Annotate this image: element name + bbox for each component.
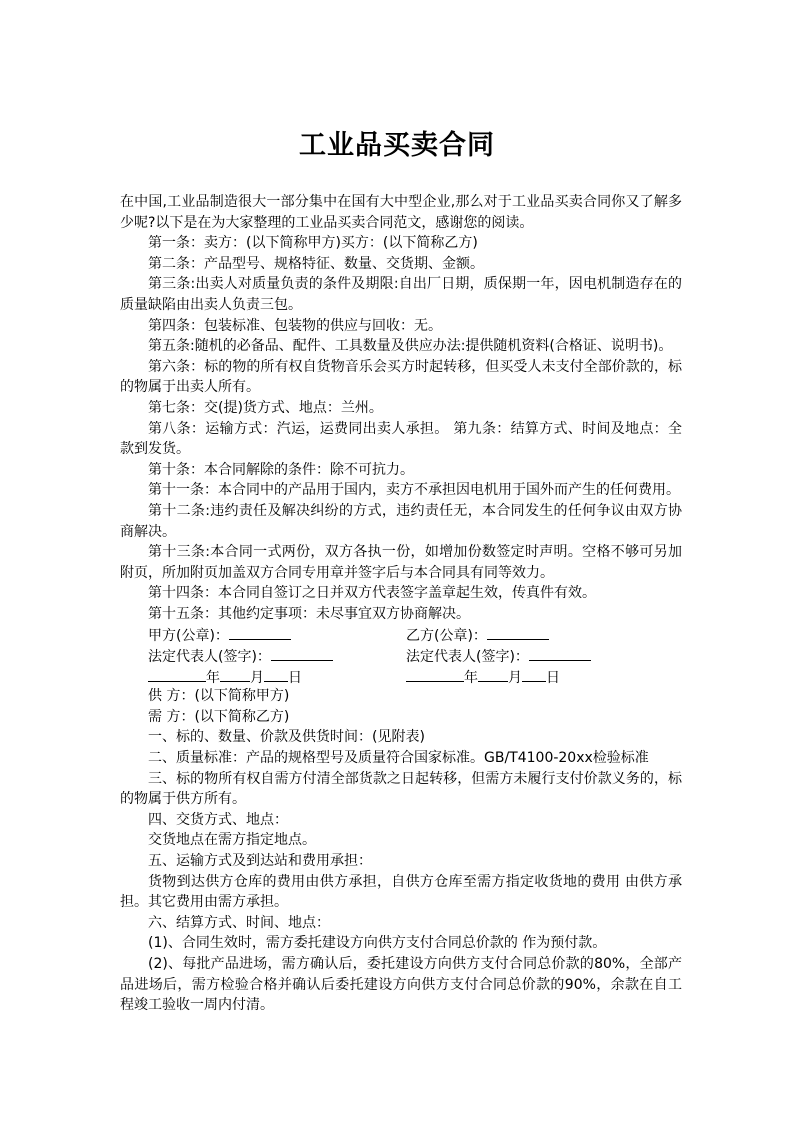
date-b <box>406 666 560 689</box>
clause-3: 第三条:出卖人对质量负责的条件及期限:自出厂日期，质保期一年，因电机制造存在的质量缺陷由出卖人负责三包。 <box>120 276 682 313</box>
signature-seal-row <box>120 624 682 645</box>
rep-b-label: 法定代表人(签字)： <box>406 649 529 666</box>
date-a-month-blank <box>220 666 250 682</box>
date-a-year-blank <box>148 666 206 682</box>
clause-5: 第五条:随机的必备品、配件、工具数量及供应办法:提供随机资料(合格证、说明书)。 <box>148 338 673 355</box>
clause-15: 第十五条：其他约定事项：未尽事宜双方协商解决。 <box>148 605 470 622</box>
section-item-1: 一、标的、数量、价款及供货时间：(见附表) <box>148 729 425 746</box>
section-item-2: 二、质量标准：产品的规格型号及质量符合国家标准。GB/T4100-20xx检验标准 <box>148 750 649 767</box>
signature-rep-row <box>120 645 682 666</box>
party-b-seal-label: 乙方(公章)： <box>406 628 487 645</box>
party-b-seal <box>406 624 549 647</box>
document-title: 工业品买卖合同 <box>299 130 495 161</box>
section-item-5: 五、运输方式及到达站和费用承担： <box>148 853 372 869</box>
date-b-year-label: 年 <box>464 669 478 686</box>
clause-12: 第十二条:违约责任及解决纠纷的方式，违约责任无，本合同发生的任何争议由双方协商解决。 <box>120 502 682 540</box>
date-b-day-label: 日 <box>546 669 560 686</box>
rep-b-blank <box>529 645 591 661</box>
clause-13: 第十三条:本合同一式两份，双方各执一份，如增加份数签定时声明。空格不够可另加附页，所加附页加盖双方合同专用章并签字后与本合同具有同等效力。 <box>120 544 682 581</box>
rep-a-blank <box>271 645 333 661</box>
clause-2: 第二条：产品型号、规格特征、数量、交货期、金额。 <box>148 255 484 272</box>
party-a-seal-blank <box>229 624 291 640</box>
date-a-year-label: 年 <box>206 669 220 686</box>
rep-a-label: 法定代表人(签字)： <box>148 649 271 666</box>
section-item-6-2: (2)、每批产品进场，需方确认后，委托建设方向供方支付合同总价款的80%，全部产品进场后，需方检验合格并确认后委托建设方向供方支付合同总价款的90%，余款在自工程竣工验收一周内付清。 <box>120 955 682 1014</box>
clause-4: 第四条：包装标准、包装物的供应与回收：无。 <box>148 317 442 334</box>
clause-7: 第七条：交(提)货方式、地点：兰州。 <box>148 399 383 416</box>
clause-10: 第十条：本合同解除的条件：除不可抗力。 <box>148 461 414 478</box>
signature-date-row <box>120 666 682 687</box>
section-item-4: 四、交货方式、地点： <box>148 811 288 828</box>
date-b-month-blank <box>478 666 508 682</box>
clause-8-9: 第八条：运输方式：汽运，运费同出卖人承担。 第九条：结算方式、时间及地点：全款到发货。 <box>120 420 682 458</box>
buyer-line: 需 方：(以下简称乙方) <box>148 708 290 725</box>
date-a-day-label: 日 <box>288 669 302 686</box>
clause-11: 第十一条：本合同中的产品用于国内，卖方不承担因电机用于国外而产生的任何费用。 <box>148 482 680 499</box>
clause-6: 第六条：标的物的所有权自货物音乐会买方时起转移，但买受人未支付全部价款的，标的物属于出卖人所有。 <box>120 358 682 396</box>
supplier-line: 供 方：(以下简称甲方) <box>148 688 290 705</box>
party-b-seal-blank <box>487 624 549 640</box>
clause-1: 第一条：卖方：(以下简称甲方)买方：(以下简称乙方) <box>148 235 478 252</box>
date-b-day-blank <box>522 666 546 682</box>
document-body <box>120 192 682 1016</box>
clause-14: 第十四条：本合同自签订之日并双方代表签字盖章起生效，传真件有效。 <box>148 585 596 602</box>
date-a-day-blank <box>264 666 288 682</box>
section-item-6-1: (1)、合同生效时，需方委托建设方向供方支付合同总价款的 作为预付款。 <box>148 935 607 952</box>
section-item-3: 三、标的物所有权自需方付清全部货款之日起转移，但需方未履行支付价款义务的，标的物属于供方所有。 <box>120 770 682 808</box>
intro-paragraph: 在中国,工业品制造很大一部分集中在国有大中型企业,那么对于工业品买卖合同你又了解多少呢?以下是在为大家整理的工业品买卖合同范文，感谢您的阅读。 <box>120 194 682 231</box>
section-item-5-detail: 货物到达供方仓库的费用由供方承担，自供方仓库至需方指定收货地的费用 由供方承担。其它费用由需方承担。 <box>120 873 682 911</box>
section-item-6: 六、结算方式、时间、地点： <box>148 914 330 931</box>
date-b-month-label: 月 <box>508 669 522 686</box>
party-a-seal <box>148 624 291 647</box>
date-b-year-blank <box>406 666 464 682</box>
date-a <box>148 666 302 689</box>
date-a-month-label: 月 <box>250 669 264 686</box>
rep-b <box>406 645 591 668</box>
party-a-seal-label: 甲方(公章)： <box>148 628 229 645</box>
section-item-4-detail: 交货地点在需方指定地点。 <box>148 832 316 849</box>
rep-a <box>148 645 333 668</box>
